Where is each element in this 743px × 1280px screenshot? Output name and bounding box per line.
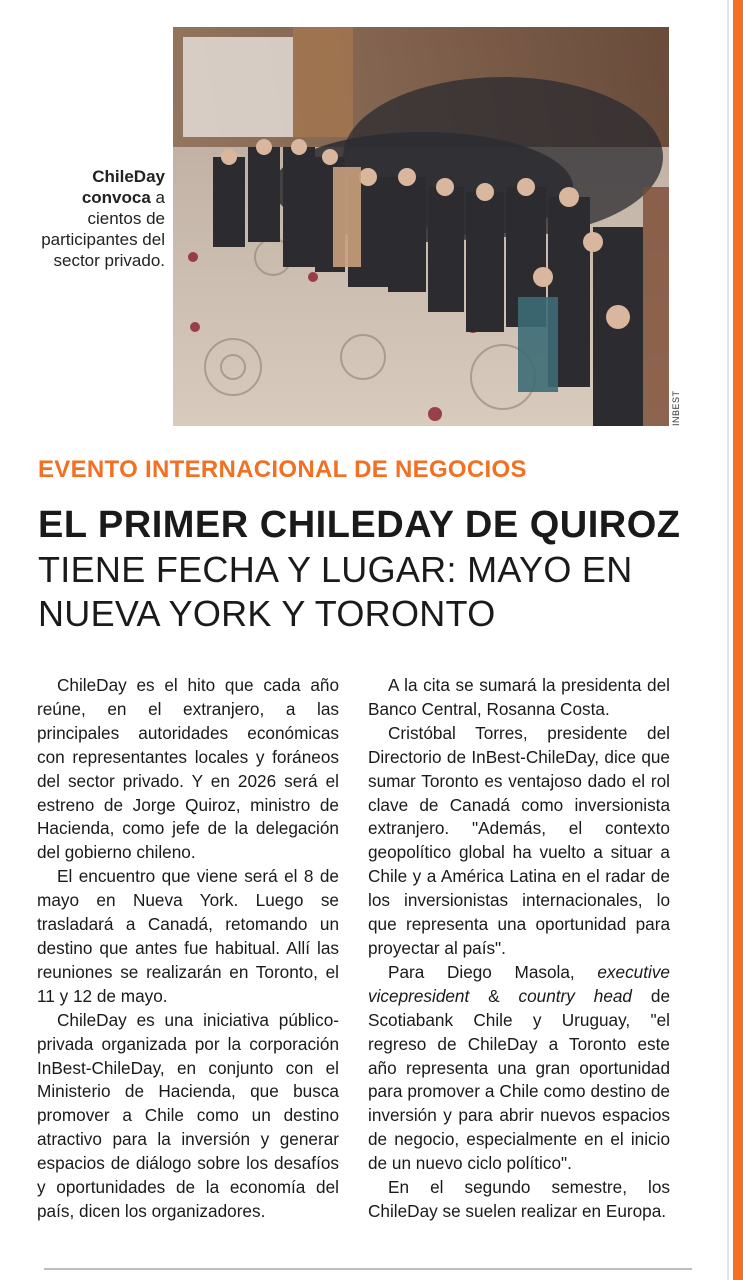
article-column-1 — [37, 674, 339, 1224]
paragraph-text: de Scotiabank Chile y Uruguay, "el regreso de ChileDay a Toronto este año representa una gran oportunidad para promover a Chile como destino de inversión y para abrir nuevos espacios de negocio, especialmente en el inicio de un nuevo ciclo político". — [368, 985, 670, 1174]
page-edge-rule — [727, 0, 729, 1280]
paragraph: Cristóbal Torres, presidente del Directorio de InBest-ChileDay, dice que sumar Toronto es ventajoso dado el rol clave de Canadá como inversionista extranjero. "Además, el contexto geopolítico global ha vuelto a situar a Chile y a América Latina en el radar de los inversionistas internacionales, lo que representa una oportunidad para proyectar al país". — [368, 722, 670, 958]
italic-term: executive vicepresident — [368, 961, 670, 1006]
paragraph: El encuentro que viene será el 8 de mayo en Nueva York. Luego se trasladará a Canadá, retomando un destino que antes fue habitual. Allí las reuniones se realizarán en Toronto, el 11 y 12 de mayo. — [37, 866, 339, 1006]
paragraph: A la cita se sumará la presidenta del Banco Central, Rosanna Costa. — [368, 675, 670, 719]
paragraph: ChileDay es el hito que cada año reúne, en el extranjero, a las principales autoridades económicas con representantes locales y foráneos del sector privado. Y en 2026 será el estreno de Jorge Quiroz, ministro de Hacienda, como jefe de la delegación del gobierno chileno. — [37, 675, 339, 863]
paragraph: En el segundo semestre, los ChileDay se suelen realizar en Europa. — [368, 1177, 670, 1221]
article-kicker: EVENTO INTERNACIONAL DE NEGOCIOS — [38, 456, 527, 483]
caption-text: a cientos de participantes del sector privado. — [41, 188, 165, 270]
photo-caption — [30, 166, 165, 271]
photo-credit: INBEST — [671, 390, 681, 426]
paragraph — [368, 961, 670, 1176]
caption-bold: ChileDay convoca — [81, 167, 165, 207]
group-photo — [173, 27, 669, 426]
paragraph: ChileDay es una iniciativa público-privada organizada por la corporación InBest-ChileDay, en conjunto con el Ministerio de Hacienda, que busca promover a Chile como un destino atractivo para la inversión y generar espacios de diálogo sobre los desafíos y oportunidades de la economía del país, dicen los organizadores. — [37, 1009, 339, 1221]
italic-term: country head — [518, 985, 632, 1006]
group-photo-icon — [173, 27, 669, 426]
bottom-rule — [44, 1268, 692, 1270]
paragraph-text: & — [469, 985, 519, 1006]
article-column-2 — [368, 674, 670, 1224]
paragraph-text: Para Diego Masola, — [388, 961, 598, 982]
section-color-bar — [733, 0, 743, 1280]
article-headline: EL PRIMER CHILEDAY DE QUIROZ — [38, 504, 681, 546]
article-subhead: TIENE FECHA Y LUGAR: MAYO EN NUEVA YORK Y TORONTO — [38, 549, 633, 634]
